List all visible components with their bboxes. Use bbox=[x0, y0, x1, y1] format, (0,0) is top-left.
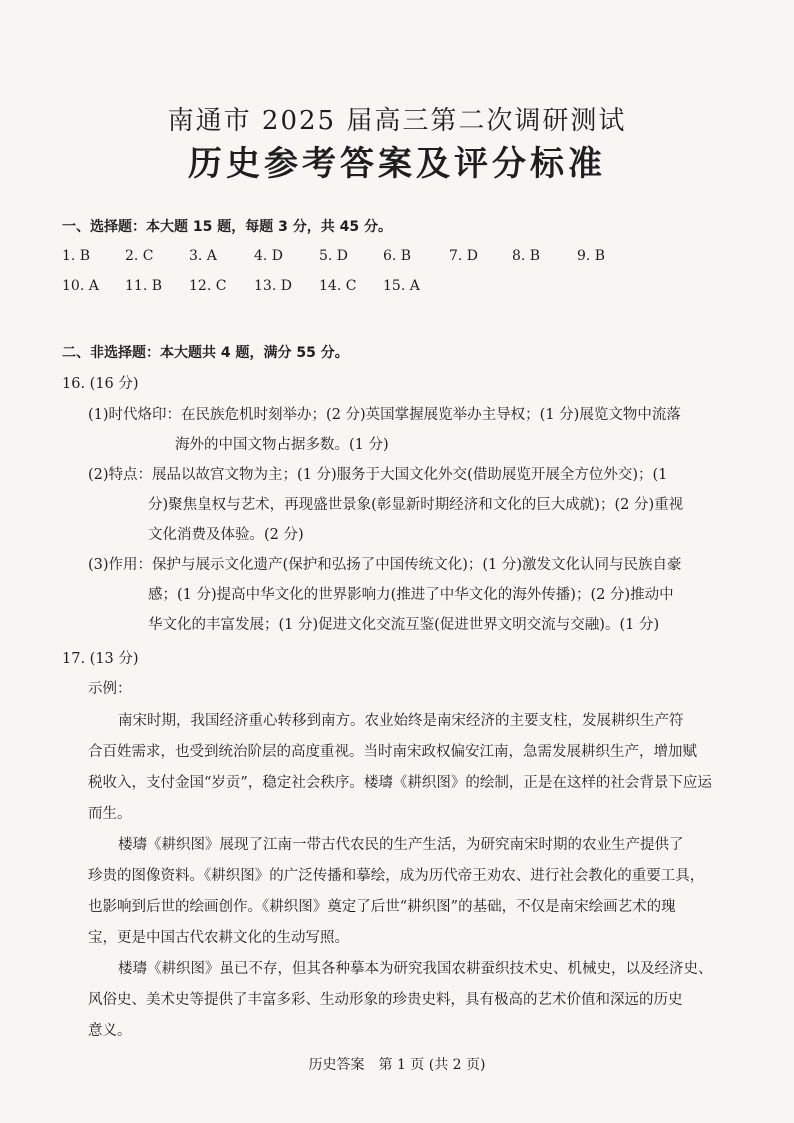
answer-item: 5. D bbox=[319, 248, 349, 264]
q16-part2-line: 分)聚焦皇权与艺术，再现盛世景象(彰显新时期经济和文化的巨大成就)；(2 分)重视 bbox=[148, 497, 684, 513]
answer-item: 8. B bbox=[512, 248, 541, 264]
answer-item: 10. A bbox=[62, 278, 99, 294]
q17-paragraph-line: 而生。 bbox=[88, 806, 132, 822]
q17-paragraph-line: 珍贵的图像资料。《耕织图》的广泛传播和摹绘，成为历代帝王劝农、进行社会教化的重要工具， bbox=[88, 868, 705, 884]
q16-part3-line: 华文化的丰富发展；(1 分)促进文化交流互鉴(促进世界文明交流与交融)。(1 分) bbox=[148, 617, 660, 633]
q17-paragraph-line: 意义。 bbox=[88, 1023, 132, 1039]
answer-item: 1. B bbox=[62, 248, 91, 264]
answer-item: 6. B bbox=[383, 248, 412, 264]
q17-paragraph-line: 合百姓需求，也受到统治阶层的高度重视。当时南宋政权偏安江南，急需发展耕织生产，增加赋 bbox=[88, 744, 697, 760]
answer-item: 7. D bbox=[449, 248, 479, 264]
q17-paragraph-line: 宝，更是中国古代农耕文化的生动写照。 bbox=[88, 930, 349, 946]
document-subtitle: 历史参考答案及评分标准 bbox=[188, 144, 606, 184]
q17-paragraph-line: 也影响到后世的绘画创作。《耕织图》奠定了后世“耕织图”的基础，不仅是南宋绘画艺术的瑰 bbox=[88, 899, 676, 915]
answer-item: 2. C bbox=[125, 248, 154, 264]
q16-part1-line: (1)时代烙印：在民族危机时刻举办；(2 分)英国掌握展览举办主导权；(1 分)展览文物中流落 bbox=[88, 407, 681, 423]
q17-paragraph-line: 楼璹《耕织图》虽已不存，但其各种摹本为研究我国农耕蚕织技术史、机械史，以及经济史、 bbox=[118, 961, 713, 977]
q16-part3-line: (3)作用：保护与展示文化遗产(保护和弘扬了中国传统文化)；(1 分)激发文化认同与民族自豪 bbox=[88, 557, 682, 573]
q17-paragraph-line: 税收入，支付金国“岁贡”，稳定社会秩序。楼璹《耕织图》的绘制，正是在这样的社会背景下应运 bbox=[88, 775, 712, 791]
answer-item: 9. B bbox=[577, 248, 606, 264]
q16-part3-line: 感；(1 分)提高中华文化的世界影响力(推进了中华文化的海外传播)；(2 分)推动中 bbox=[148, 587, 674, 603]
q17-label: 17. (13 分) bbox=[62, 651, 139, 667]
q16-part1-line: 海外的中国文物占据多数。(1 分) bbox=[175, 437, 389, 453]
answer-item: 4. D bbox=[254, 248, 284, 264]
q17-example-label: 示例： bbox=[88, 681, 132, 697]
answer-item: 15. A bbox=[383, 278, 420, 294]
answer-item: 13. D bbox=[254, 278, 292, 294]
q16-label: 16. (16 分) bbox=[62, 376, 139, 392]
answer-item: 11. B bbox=[125, 278, 163, 294]
answer-item: 3. A bbox=[189, 248, 217, 264]
section1-heading: 一、选择题：本大题 15 题，每题 3 分，共 45 分。 bbox=[62, 219, 392, 235]
answer-item: 12. C bbox=[189, 278, 227, 294]
q17-paragraph-line: 楼璹《耕织图》展现了江南一带古代农民的生产生活，为研究南宋时期的农业生产提供了 bbox=[118, 837, 684, 853]
q17-paragraph-line: 风俗史、美术史等提供了丰富多彩、生动形象的珍贵史料，具有极高的艺术价值和深远的历史 bbox=[88, 992, 683, 1008]
q17-paragraph-line: 南宋时期，我国经济重心转移到南方。农业始终是南宋经济的主要支柱，发展耕织生产符 bbox=[118, 713, 684, 729]
page-footer: 历史答案 第 1 页 (共 2 页) bbox=[308, 1057, 486, 1073]
answer-item: 14. C bbox=[319, 278, 357, 294]
section2-heading: 二、非选择题：本大题共 4 题，满分 55 分。 bbox=[62, 345, 349, 361]
q16-part2-line: 文化消费及体验。(2 分) bbox=[148, 527, 304, 543]
q16-part2-line: (2)特点：展品以故宫文物为主；(1 分)服务于大国文化外交(借助展览开展全方位外交)；(1 bbox=[88, 467, 668, 483]
document-title: 南通市 2025 届高三第二次调研测试 bbox=[167, 106, 627, 136]
